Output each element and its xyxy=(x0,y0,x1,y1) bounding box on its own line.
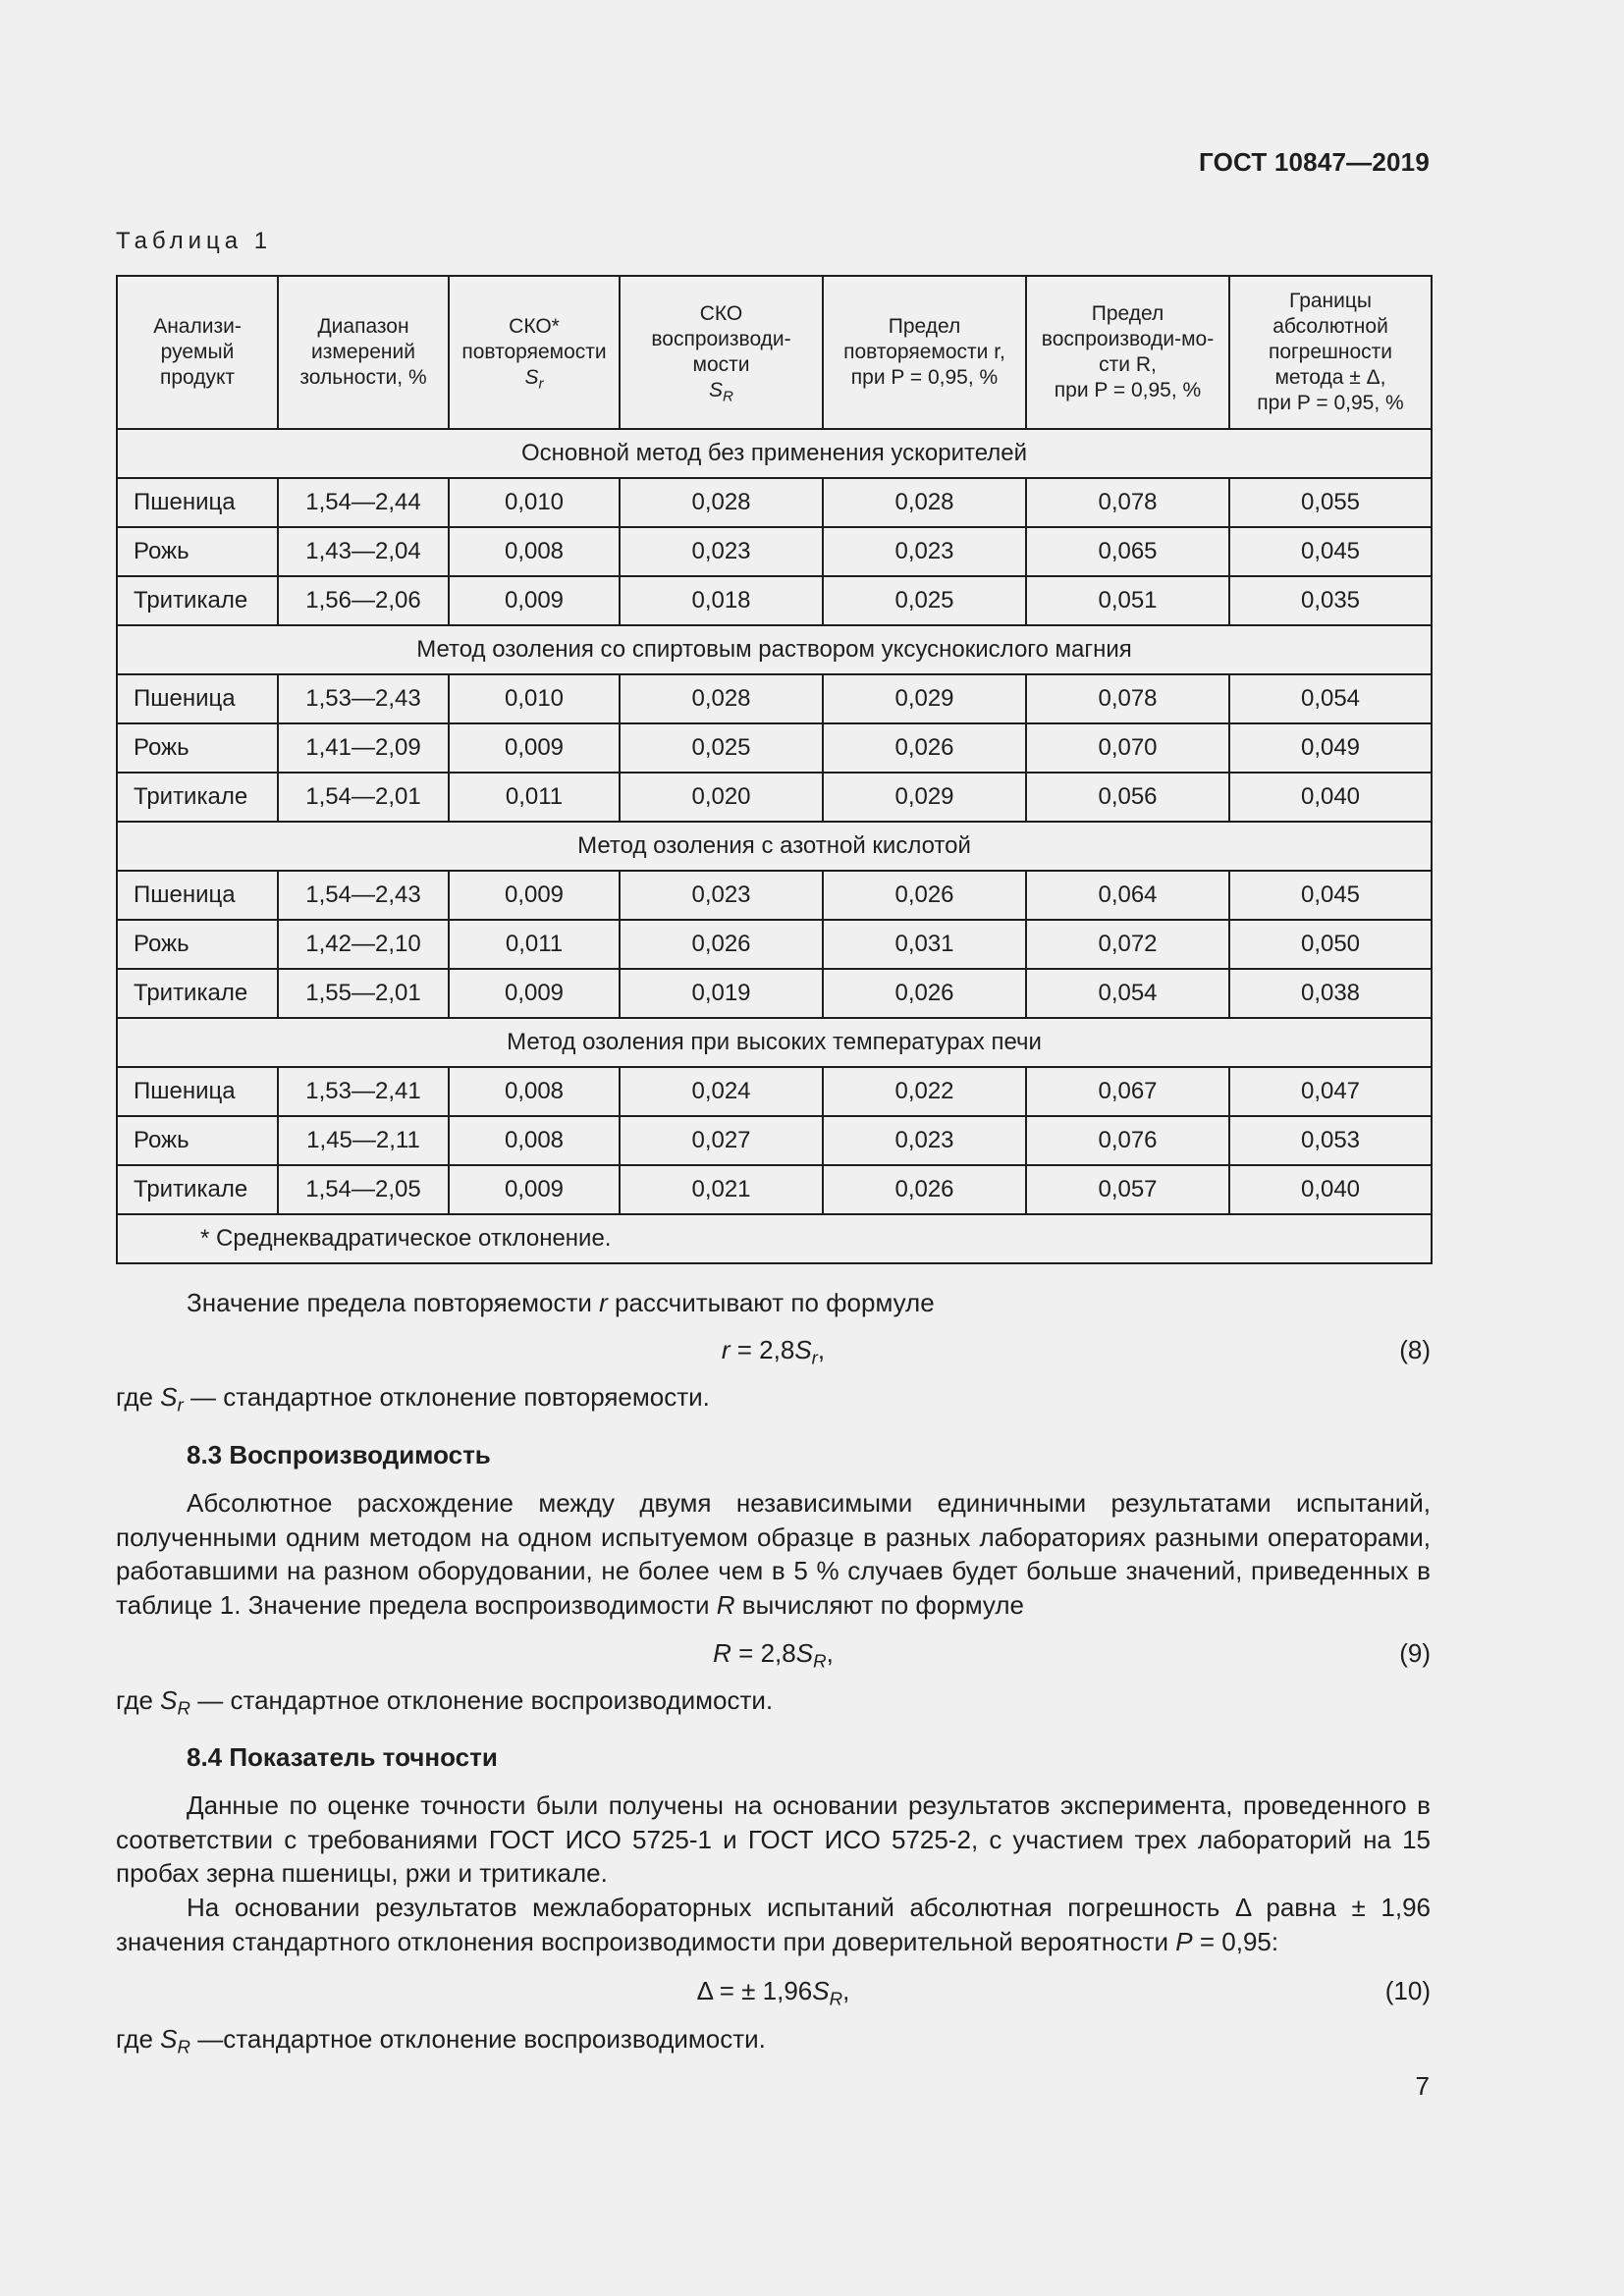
cell-range: 1,54—2,44 xyxy=(278,478,449,527)
formula-number: (8) xyxy=(1399,1335,1431,1364)
cell-sr: 0,011 xyxy=(449,773,620,822)
table-row xyxy=(117,478,1432,527)
cell-sR: 0,023 xyxy=(620,527,823,576)
cell-sr: 0,008 xyxy=(449,1067,620,1116)
cell-product: Рожь xyxy=(117,920,278,969)
cell-delta: 0,050 xyxy=(1229,920,1432,969)
cell-sr: 0,009 xyxy=(449,1165,620,1214)
paragraph-8-3: Абсолютное расхождение между двумя независимыми единичными результатами испытаний, полученными одним методом на одном испытуемом образце в разных лабораториях разными операторами, работавшими на разном оборудовании, не более чем в 5 % случаев будет больше значений, приведенных в таблице 1. Значение предела воспроизводимости R вычисляют по формуле xyxy=(116,1488,1431,1620)
where-sr: где $S_r$ — стандартное отклонение повторяемости. xyxy=(116,1382,710,1415)
cell-sr: 0,008 xyxy=(449,527,620,576)
where-sR: где $S_R$ — стандартное отклонение воспроизводимости. xyxy=(116,1685,774,1719)
cell-sr: 0,009 xyxy=(449,969,620,1018)
table-row xyxy=(117,773,1432,822)
section-heading-8-3: 8.3 Воспроизводимость xyxy=(187,1440,491,1469)
cell-r-limit: 0,025 xyxy=(823,576,1026,625)
cell-R-limit: 0,057 xyxy=(1026,1165,1229,1214)
cell-range: 1,54—2,43 xyxy=(278,871,449,920)
cell-r-limit: 0,028 xyxy=(823,478,1026,527)
cell-R-limit: 0,065 xyxy=(1026,527,1229,576)
table-row xyxy=(117,1165,1432,1214)
cell-product: Рожь xyxy=(117,723,278,773)
paragraph-r-intro: Значение предела повторяемости r рассчитывают по формуле xyxy=(187,1288,935,1317)
paragraph-8-4-a: Данные по оценке точности были получены на основании результатов эксперимента, проведенного в соответствии с требованиями ГОСТ ИСО 5725-1 и ГОСТ ИСО 5725-2, с участием трех лабораторий на 15 пробах зерна пшеницы, ржи и тритикале. xyxy=(116,1790,1431,1888)
cell-sR: 0,028 xyxy=(620,674,823,723)
cell-product: Тритикале xyxy=(117,576,278,625)
cell-r-limit: 0,031 xyxy=(823,920,1026,969)
section-row xyxy=(117,625,1432,674)
footnote-row xyxy=(117,1214,1432,1263)
formula-number: (9) xyxy=(1399,1638,1431,1668)
cell-delta: 0,054 xyxy=(1229,674,1432,723)
cell-r-limit: 0,029 xyxy=(823,773,1026,822)
formula-10: Δ = ± $1,96S_R$, (10) xyxy=(116,1973,1431,2008)
cell-r-limit: 0,023 xyxy=(823,1116,1026,1165)
section-title: Основной метод без применения ускорителей xyxy=(117,429,1432,478)
cell-range: 1,53—2,41 xyxy=(278,1067,449,1116)
table-row xyxy=(117,527,1432,576)
cell-R-limit: 0,067 xyxy=(1026,1067,1229,1116)
cell-range: 1,45—2,11 xyxy=(278,1116,449,1165)
cell-sr: 0,009 xyxy=(449,871,620,920)
cell-delta: 0,035 xyxy=(1229,576,1432,625)
table-row xyxy=(117,576,1432,625)
section-title: Метод озоления со спиртовым раствором уксуснокислого магния xyxy=(117,625,1432,674)
cell-product: Рожь xyxy=(117,1116,278,1165)
cell-product: Пшеница xyxy=(117,1067,278,1116)
cell-delta: 0,047 xyxy=(1229,1067,1432,1116)
table-caption: Таблица 1 xyxy=(116,228,273,254)
cell-r-limit: 0,029 xyxy=(823,674,1026,723)
cell-R-limit: 0,051 xyxy=(1026,576,1229,625)
cell-product: Пшеница xyxy=(117,871,278,920)
cell-R-limit: 0,054 xyxy=(1026,969,1229,1018)
cell-delta: 0,040 xyxy=(1229,1165,1432,1214)
standard-code: ГОСТ 10847—2019 xyxy=(1199,147,1430,177)
cell-range: 1,55—2,01 xyxy=(278,969,449,1018)
section-title: Метод озоления с азотной кислотой xyxy=(117,822,1432,871)
cell-r-limit: 0,022 xyxy=(823,1067,1026,1116)
cell-sR: 0,021 xyxy=(620,1165,823,1214)
col-header-sr: СКО* повторяемости $S_r$ xyxy=(449,276,620,429)
cell-product: Тритикале xyxy=(117,773,278,822)
cell-R-limit: 0,064 xyxy=(1026,871,1229,920)
cell-delta: 0,045 xyxy=(1229,871,1432,920)
cell-sr: 0,008 xyxy=(449,1116,620,1165)
cell-range: 1,54—2,01 xyxy=(278,773,449,822)
formula-8: $r = 2,8S_r$, (8) xyxy=(116,1332,1431,1367)
cell-sR: 0,027 xyxy=(620,1116,823,1165)
section-row xyxy=(117,822,1432,871)
cell-product: Пшеница xyxy=(117,478,278,527)
cell-r-limit: 0,026 xyxy=(823,871,1026,920)
table-row xyxy=(117,674,1432,723)
table-header-row xyxy=(117,276,1432,429)
cell-sR: 0,026 xyxy=(620,920,823,969)
cell-r-limit: 0,026 xyxy=(823,1165,1026,1214)
cell-delta: 0,053 xyxy=(1229,1116,1432,1165)
col-header-range: Диапазон измерений зольности, % xyxy=(278,276,449,429)
col-header-r-limit: Предел повторяемости r, при P = 0,95, % xyxy=(823,276,1026,429)
precision-table xyxy=(116,275,1433,1264)
where-sR-2: где $S_R$ —стандартное отклонение воспроизводимости. xyxy=(116,2024,766,2057)
cell-r-limit: 0,026 xyxy=(823,969,1026,1018)
cell-product: Тритикале xyxy=(117,969,278,1018)
cell-range: 1,41—2,09 xyxy=(278,723,449,773)
cell-sR: 0,024 xyxy=(620,1067,823,1116)
table-row xyxy=(117,723,1432,773)
cell-sR: 0,025 xyxy=(620,723,823,773)
cell-sr: 0,010 xyxy=(449,674,620,723)
cell-product: Рожь xyxy=(117,527,278,576)
cell-R-limit: 0,078 xyxy=(1026,674,1229,723)
cell-delta: 0,045 xyxy=(1229,527,1432,576)
cell-R-limit: 0,056 xyxy=(1026,773,1229,822)
col-header-delta: Границы абсолютной погрешности метода ± Δ, при P = 0,95, % xyxy=(1229,276,1432,429)
cell-r-limit: 0,026 xyxy=(823,723,1026,773)
cell-sR: 0,023 xyxy=(620,871,823,920)
col-header-product: Анализи- руемый продукт xyxy=(117,276,278,429)
col-header-R-limit: Предел воспроизводи-мо- сти R, при P = 0,95, % xyxy=(1026,276,1229,429)
table-row xyxy=(117,871,1432,920)
formula-number: (10) xyxy=(1384,1976,1431,2005)
cell-delta: 0,038 xyxy=(1229,969,1432,1018)
cell-R-limit: 0,070 xyxy=(1026,723,1229,773)
cell-sr: 0,011 xyxy=(449,920,620,969)
cell-sR: 0,019 xyxy=(620,969,823,1018)
section-title: Метод озоления при высоких температурах печи xyxy=(117,1018,1432,1067)
cell-range: 1,54—2,05 xyxy=(278,1165,449,1214)
cell-range: 1,42—2,10 xyxy=(278,920,449,969)
cell-delta: 0,040 xyxy=(1229,773,1432,822)
cell-delta: 0,055 xyxy=(1229,478,1432,527)
section-row xyxy=(117,1018,1432,1067)
section-heading-8-4: 8.4 Показатель точности xyxy=(187,1742,498,1772)
cell-R-limit: 0,072 xyxy=(1026,920,1229,969)
page-number: 7 xyxy=(1415,2071,1430,2101)
table-row xyxy=(117,920,1432,969)
cell-sR: 0,018 xyxy=(620,576,823,625)
paragraph-8-4-b: На основании результатов межлабораторных испытаний абсолютная погрешность Δ равна ± 1,96 значения стандартного отклонения воспроизводимости при доверительной вероятности P = 0,95: xyxy=(116,1893,1431,1956)
cell-range: 1,43—2,04 xyxy=(278,527,449,576)
cell-sR: 0,020 xyxy=(620,773,823,822)
cell-range: 1,56—2,06 xyxy=(278,576,449,625)
cell-product: Пшеница xyxy=(117,674,278,723)
cell-sr: 0,009 xyxy=(449,576,620,625)
table-row xyxy=(117,1116,1432,1165)
cell-R-limit: 0,076 xyxy=(1026,1116,1229,1165)
section-row xyxy=(117,429,1432,478)
cell-sr: 0,010 xyxy=(449,478,620,527)
table-body xyxy=(117,429,1432,1263)
table-row xyxy=(117,969,1432,1018)
table-footnote: * Среднеквадратическое отклонение. xyxy=(117,1214,1432,1263)
formula-9: $R = 2,8S_R$, (9) xyxy=(116,1635,1431,1671)
cell-sR: 0,028 xyxy=(620,478,823,527)
table-row xyxy=(117,1067,1432,1116)
cell-r-limit: 0,023 xyxy=(823,527,1026,576)
cell-range: 1,53—2,43 xyxy=(278,674,449,723)
cell-delta: 0,049 xyxy=(1229,723,1432,773)
col-header-sR: СКО воспроизводи- мости $S_R$ xyxy=(620,276,823,429)
cell-sr: 0,009 xyxy=(449,723,620,773)
cell-product: Тритикале xyxy=(117,1165,278,1214)
cell-R-limit: 0,078 xyxy=(1026,478,1229,527)
